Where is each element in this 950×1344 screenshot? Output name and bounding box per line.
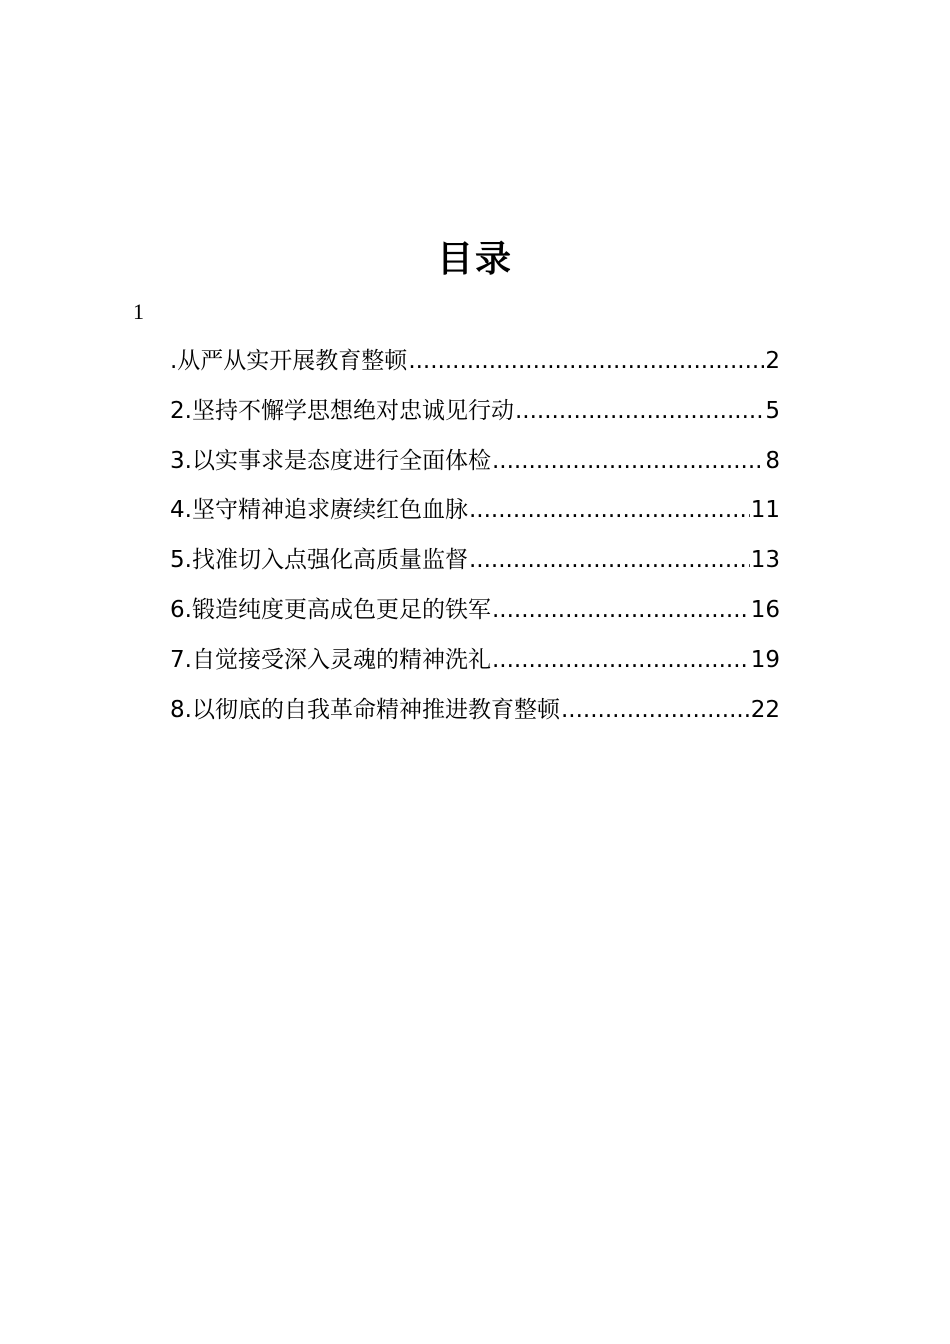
toc-entry-title: 2.坚持不懈学思想绝对忠诚见行动 — [170, 397, 514, 424]
toc-entry[interactable] — [170, 542, 780, 592]
toc-dot-leader — [492, 642, 750, 678]
toc-page-number: 11 — [750, 497, 780, 524]
toc-entry-title: 3.以实事求是态度进行全面体检 — [170, 447, 491, 474]
toc-dot-leader — [515, 393, 764, 429]
toc-page-number: 22 — [750, 696, 780, 723]
toc-page-number: 19 — [750, 646, 780, 673]
toc-entry[interactable] — [170, 343, 780, 393]
toc-entry[interactable] — [170, 642, 780, 692]
toc-list — [170, 343, 780, 741]
toc-title: 目录 — [436, 238, 513, 280]
toc-page-number: 5 — [765, 397, 780, 424]
toc-page-number: 2 — [765, 348, 780, 374]
toc-dot-leader — [492, 443, 764, 479]
toc-dot-leader — [408, 343, 764, 379]
toc-entry-title: .从严从实开展教育整顿 — [170, 348, 408, 374]
toc-entry[interactable] — [170, 393, 780, 443]
page-marker: 1 — [133, 299, 144, 324]
toc-entry[interactable] — [170, 592, 780, 642]
toc-entry[interactable] — [170, 692, 780, 742]
toc-page-number: 8 — [765, 447, 780, 474]
toc-dot-leader — [492, 592, 750, 628]
toc-entry-title: 4.坚守精神追求赓续红色血脉 — [170, 497, 468, 524]
toc-dot-leader — [469, 542, 750, 578]
toc-entry-title: 5.找准切入点强化高质量监督 — [170, 547, 468, 574]
toc-dot-leader — [469, 492, 750, 528]
toc-page-number: 16 — [750, 596, 780, 623]
toc-entry[interactable] — [170, 492, 780, 542]
toc-entry-title: 8.以彻底的自我革命精神推进教育整顿 — [170, 696, 560, 723]
toc-page-number: 13 — [750, 547, 780, 574]
toc-entry-title: 7.自觉接受深入灵魂的精神洗礼 — [170, 646, 491, 673]
toc-entry-title: 6.锻造纯度更高成色更足的铁军 — [170, 596, 491, 623]
toc-entry[interactable] — [170, 443, 780, 493]
toc-dot-leader — [561, 692, 750, 728]
